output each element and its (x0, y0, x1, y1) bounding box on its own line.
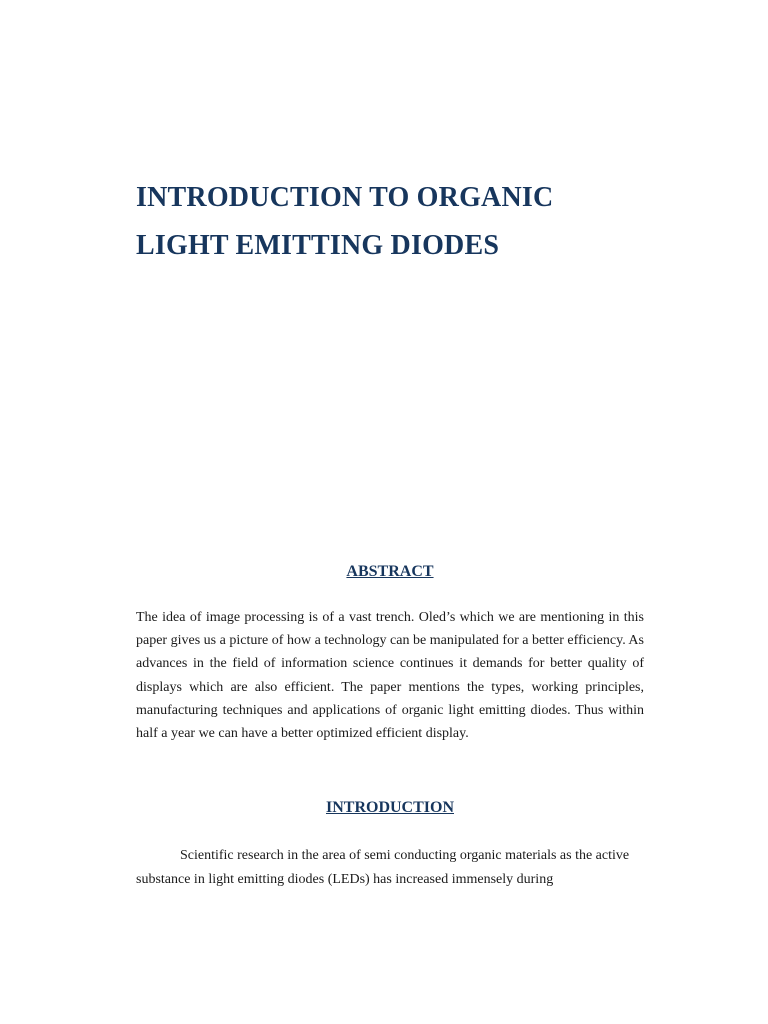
introduction-heading: INTRODUCTION (325, 799, 454, 816)
document-title (136, 174, 696, 270)
abstract-heading: ABSTRACT (346, 563, 434, 580)
title-line-2: LIGHT EMITTING DIODES (136, 230, 500, 261)
abstract-paragraph: The idea of image processing is of a vast trench. Oled’s which we are mentioning in this paper gives us a picture of how a technology can be manipulated for a better efficiency. As advances in the field of information science continues it demands for better quality of displays which are also efficient. The paper mentions the types, working principles, manufacturing techniques and applications of organic light emitting diodes. Thus within half a year we can have a better optimized efficient display. (136, 610, 644, 742)
title-line-1: INTRODUCTION TO ORGANIC (136, 182, 554, 213)
introduction-paragraph: Scientific research in the area of semi conducting organic materials as the active substance in light emitting diodes (LEDs) has increased immensely during (136, 848, 630, 887)
